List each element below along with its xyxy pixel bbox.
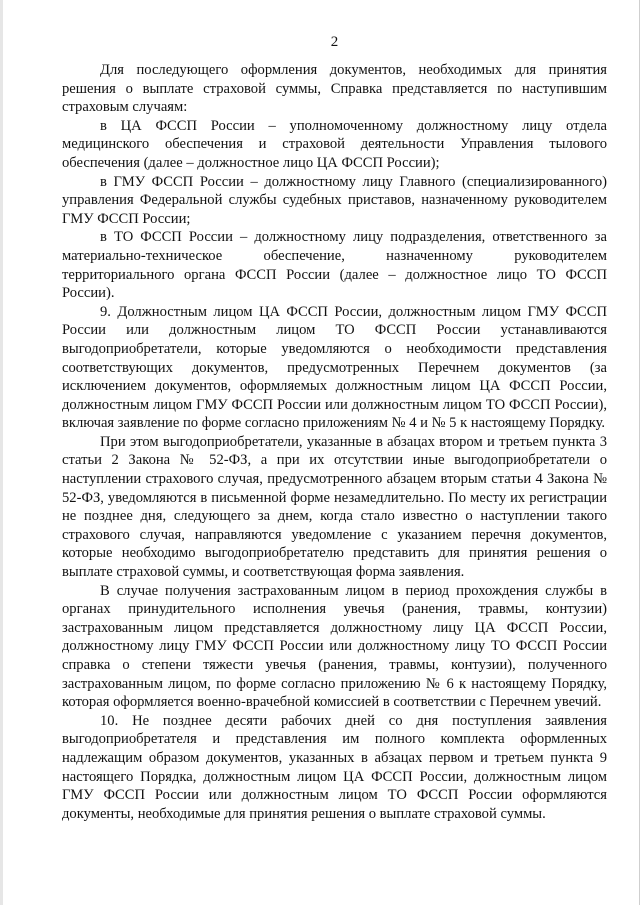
paragraph-intro: Для последующего оформления документов, необходимых для принятия решения о выплате страховой суммы, Справка представляется по наступившим страховым случаям:: [62, 62, 607, 116]
paragraph-injury: В случае получения застрахованным лицом в период прохождения службы в органах принудительного исполнения увечья (ранения, травмы, контузии) застрахованным лицом представляется должностному лицу ЦА ФССП России, должностному лицу ГМУ ФССП России или должностному лицу ТО ФССП России справка о степени тяжести увечья (ранения, травмы, контузии), полученного застрахованным лицом, по форме согласно приложению № 6 к настоящему Порядку, которая оформляется военно-врачебной комиссией в соответствии с Перечнем увечий.: [62, 582, 607, 711]
paragraph-notification: При этом выгодоприобретатели, указанные в абзацах втором и третьем пункта 3 статьи 2 Закона № 52-ФЗ, а при их отсутствии иные выгодоприобретатели о наступлении страхового случая, предусмотренного абзацем вторым статьи 4 Закона № 52-ФЗ, уведомляются в письменной форме незамедлительно. По месту их регистрации не позднее дня, следующего за днем, когда стало известно о наступлении такого страхового случая, направляются уведомление с указанием перечня документов, которые необходимо выгодоприобретателю представить для принятия решения о выплате страховой суммы, и соответствующая форма заявления.: [62, 433, 607, 581]
page-number: 2: [330, 34, 339, 50]
paragraph-ca-fssp: в ЦА ФССП России – уполномоченному должностному лицу отдела медицинского обеспечения и страховой деятельности Управления тылового обеспечения (далее – должностное лицо ЦА ФССП России);: [62, 117, 607, 171]
paragraph-gmu-fssp: в ГМУ ФССП России – должностному лицу Главного (специализированного) управления Федеральной службы судебных приставов, назначенному руководителем ГМУ ФССП России;: [62, 173, 607, 227]
scan-edge: [0, 0, 3, 905]
document-body: [62, 61, 607, 823]
paragraph-item-10: 10. Не позднее десяти рабочих дней со дня поступления заявления выгодоприобретателя и представления им полного комплекта оформленных надлежащим образом документов, указанных в абзацах первом и третьем пункта 9 настоящего Порядка, должностным лицом ЦА ФССП России, должностным лицом ГМУ ФССП России или должностным лицом ТО ФССП России оформляются документы, необходимые для принятия решения о выплате страховой суммы.: [62, 712, 607, 822]
paragraph-item-9: 9. Должностным лицом ЦА ФССП России, должностным лицом ГМУ ФССП России или должностным лицом ТО ФССП России устанавливаются выгодоприобретатели, которые уведомляются о необходимости представления соответствующих документов, предусмотренных Перечнем документов (за исключением документов, оформляемых должностным лицом ЦА ФССП России, должностным лицом ГМУ ФССП России или должностным лицом ТО ФССП России), включая заявление по форме согласно приложениям № 4 и № 5 к настоящему Порядку.: [62, 303, 607, 432]
paragraph-to-fssp: в ТО ФССП России – должностному лицу подразделения, ответственного за материально-техническое обеспечение, назначенному руководителем территориального органа ФССП России (далее – должностное лицо ТО ФССП России).: [62, 229, 607, 302]
